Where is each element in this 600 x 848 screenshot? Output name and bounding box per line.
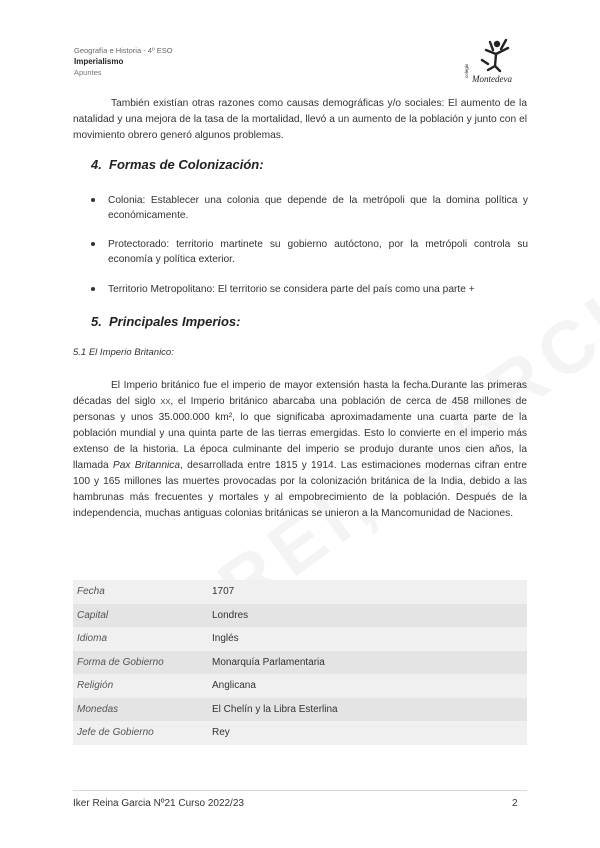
table-key: Religión xyxy=(73,674,208,698)
intro-paragraph: También existían otras razones como causas demográficas y/o sociales: El aumento de la natalidad y una mejora de la tasa de la mortalidad, llevó a un aumento de la población y junto con el movimiento obrero generó algunos problemas. xyxy=(73,98,527,141)
table-key: Forma de Gobierno xyxy=(73,651,208,675)
section-5-title: Principales Imperios: xyxy=(109,314,241,329)
table-row xyxy=(73,721,527,745)
british-empire-paragraph xyxy=(73,378,527,522)
list-item: Colonia: Establecer una colonia que depende de la metrópoli que la domina política y económicamente. xyxy=(90,193,528,223)
header-title: Imperialismo xyxy=(74,57,124,66)
table-value: Rey xyxy=(208,721,527,745)
table-key: Monedas xyxy=(73,698,208,722)
table-row xyxy=(73,674,527,698)
section-5-number: 5. xyxy=(91,314,102,329)
list-item: Territorio Metropolitano: El territorio se considera parte del país como una parte + xyxy=(90,282,528,297)
table-key: Jefe de Gobierno xyxy=(73,721,208,745)
school-logo xyxy=(462,36,522,86)
logo-small-text: colegio xyxy=(464,63,469,78)
page-header xyxy=(74,45,173,78)
paragraph-text: , desarrollada entre 1815 y 1914. Las estimaciones modernas cifran entre 100 y 165 millones las muertes provocadas por la colonización británica de la India, debido a las hambrunas más frecuentes y mortales y al empobrecimiento de la población. Después de la independencia, muchas antiguas colonias británicas se unieron a la Mancomunidad de Naciones. xyxy=(73,460,528,519)
table-value: 1707 xyxy=(208,580,527,604)
empire-info-table xyxy=(73,580,527,745)
table-row xyxy=(73,627,527,651)
logo-text: Montedeva xyxy=(472,74,512,84)
table-value: Londres xyxy=(208,604,527,628)
page-number: 2 xyxy=(512,798,518,809)
section-5-heading xyxy=(91,314,241,329)
section-4-title: Formas de Colonización: xyxy=(109,157,264,172)
school-logo-icon xyxy=(462,36,522,86)
paragraph-italic-text: Pax Britannica xyxy=(112,460,181,471)
header-subtitle: Apuntes xyxy=(74,68,102,77)
subsection-heading: 5.1 El Imperio Britanico: xyxy=(73,347,174,358)
table-value: Inglés xyxy=(208,627,527,651)
section-4-number: 4. xyxy=(91,157,102,172)
paragraph-text: , el Imperio británico abarcaba una población de cerca de 458 millones de personas y unos 35.000.000 km², lo que significaba aproximadamente una cuarta parte de la población mundial y una quinta parte de las tierras emergidas. Esto lo convierte en el imperio más extenso de la historia. La época culminante del imperio se produjo durante unos cien años, la llamada xyxy=(73,396,527,471)
list-item: Protectorado: territorio martinete su gobierno autóctono, por la metrópoli controla su economía y política exterior. xyxy=(90,237,528,267)
table-row xyxy=(73,580,527,604)
table-row xyxy=(73,698,527,722)
table-value: Monarquía Parlamentaria xyxy=(208,651,527,675)
footer-author: Iker Reina Garcia Nº21 Curso 2022/23 xyxy=(73,798,244,809)
table-row xyxy=(73,651,527,675)
table-key: Capital xyxy=(73,604,208,628)
colonization-list xyxy=(90,282,528,297)
table-row xyxy=(73,604,527,628)
table-key: Fecha xyxy=(73,580,208,604)
table-value: Anglicana xyxy=(208,674,527,698)
colonization-list xyxy=(90,193,528,223)
century-numeral: XX xyxy=(160,397,171,406)
table-value: El Chelín y la Libra Esterlina xyxy=(208,698,527,722)
colonization-list xyxy=(90,237,528,267)
table-key: Idioma xyxy=(73,627,208,651)
section-4-heading xyxy=(91,157,264,172)
header-subject: Geografía e Historia - 4º ESO xyxy=(74,46,173,55)
footer-divider xyxy=(73,790,527,791)
paragraph-text: El Imperio británico fue el imperio de mayor extensión hasta la fecha.Durante las primeras décadas del siglo xyxy=(73,380,527,407)
